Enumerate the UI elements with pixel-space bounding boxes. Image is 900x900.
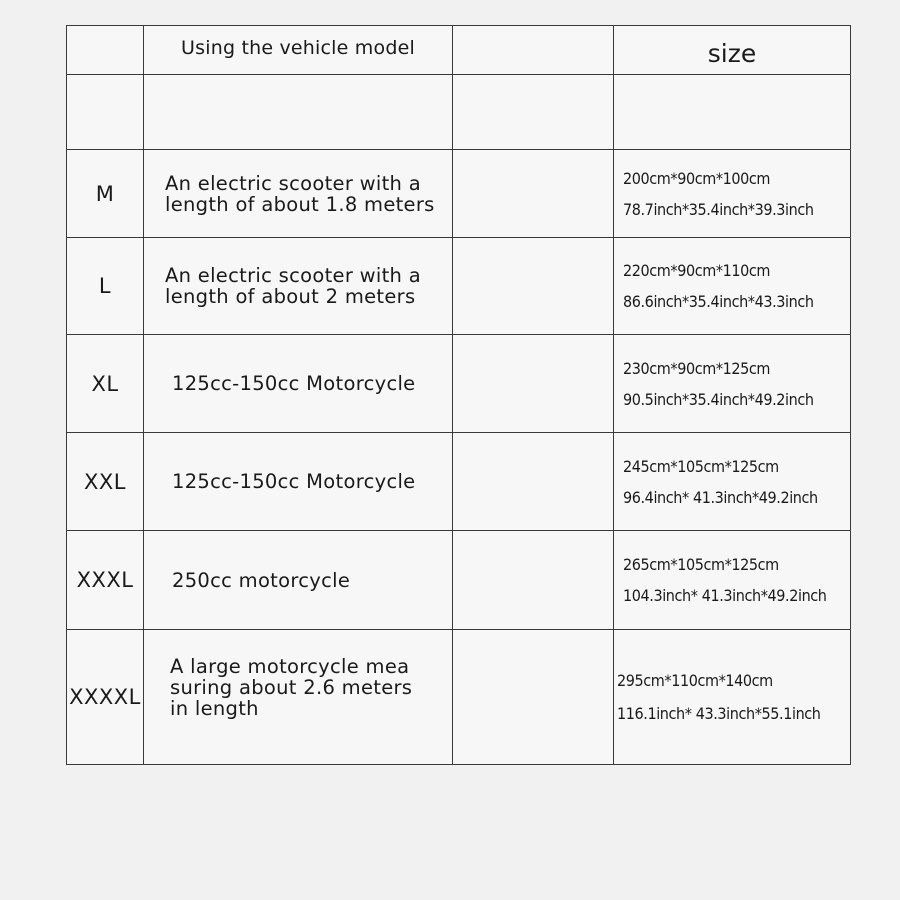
size-chart-table bbox=[66, 25, 851, 765]
empty-cell bbox=[144, 75, 453, 150]
size-label: XXXL bbox=[67, 531, 144, 630]
dimensions bbox=[614, 433, 851, 531]
model-line: in length bbox=[170, 697, 259, 720]
empty-cell bbox=[453, 75, 614, 150]
dim-cm: 295cm*110cm*140cm bbox=[617, 671, 773, 690]
header-size-cell bbox=[67, 26, 144, 75]
size-label: XL bbox=[67, 335, 144, 433]
blank-cell bbox=[453, 150, 614, 238]
model-line: length of about 2 meters bbox=[165, 285, 416, 308]
table-row bbox=[67, 531, 851, 630]
table-row bbox=[67, 630, 851, 765]
dimensions bbox=[614, 335, 851, 433]
dimensions bbox=[614, 238, 851, 335]
vehicle-model bbox=[144, 238, 453, 335]
model-line: An electric scooter with a bbox=[165, 171, 421, 195]
vehicle-model bbox=[144, 335, 453, 433]
model-line: An electric scooter with a bbox=[165, 264, 421, 287]
header-blank-cell bbox=[453, 26, 614, 75]
blank-cell bbox=[453, 531, 614, 630]
vehicle-model bbox=[144, 433, 453, 531]
blank-cell bbox=[453, 630, 614, 765]
table-row bbox=[67, 335, 851, 433]
dimensions bbox=[614, 150, 851, 238]
table-row bbox=[67, 433, 851, 531]
model-line: 125cc-150cc Motorcycle bbox=[172, 372, 416, 395]
size-label: XXL bbox=[67, 433, 144, 531]
dim-inch: 78.7inch*35.4inch*39.3inch bbox=[623, 199, 814, 219]
model-line: A large motorcycle mea bbox=[170, 655, 410, 678]
size-label: XXXXL bbox=[67, 630, 144, 765]
blank-cell bbox=[453, 335, 614, 433]
dim-cm: 230cm*90cm*125cm bbox=[623, 358, 771, 378]
dimensions bbox=[614, 531, 851, 630]
vehicle-model bbox=[144, 531, 453, 630]
vehicle-model bbox=[144, 150, 453, 238]
blank-cell bbox=[453, 433, 614, 531]
model-line: length of about 1.8 meters bbox=[165, 192, 435, 216]
vehicle-model bbox=[144, 630, 453, 765]
model-line: 250cc motorcycle bbox=[172, 568, 351, 592]
dim-inch: 96.4inch* 41.3inch*49.2inch bbox=[623, 487, 818, 507]
dim-cm: 200cm*90cm*100cm bbox=[623, 168, 771, 188]
table-header-row bbox=[67, 26, 851, 75]
header-model: Using the vehicle model bbox=[144, 26, 453, 75]
dim-inch: 90.5inch*35.4inch*49.2inch bbox=[623, 389, 814, 409]
dim-inch: 104.3inch* 41.3inch*49.2inch bbox=[623, 586, 827, 605]
empty-cell bbox=[614, 75, 851, 150]
dim-inch: 116.1inch* 43.3inch*55.1inch bbox=[617, 704, 821, 723]
table-row bbox=[67, 150, 851, 238]
dim-cm: 245cm*105cm*125cm bbox=[623, 456, 779, 476]
size-label: M bbox=[67, 150, 144, 238]
dim-inch: 86.6inch*35.4inch*43.3inch bbox=[623, 292, 814, 311]
header-size: size bbox=[614, 26, 851, 75]
empty-row bbox=[67, 75, 851, 150]
model-line: suring about 2.6 meters bbox=[170, 676, 413, 699]
dim-cm: 220cm*90cm*110cm bbox=[623, 261, 771, 280]
size-label: L bbox=[67, 238, 144, 335]
empty-cell bbox=[67, 75, 144, 150]
dim-cm: 265cm*105cm*125cm bbox=[623, 555, 779, 574]
blank-cell bbox=[453, 238, 614, 335]
table-row bbox=[67, 238, 851, 335]
model-line: 125cc-150cc Motorcycle bbox=[172, 470, 416, 493]
dimensions bbox=[614, 630, 851, 765]
